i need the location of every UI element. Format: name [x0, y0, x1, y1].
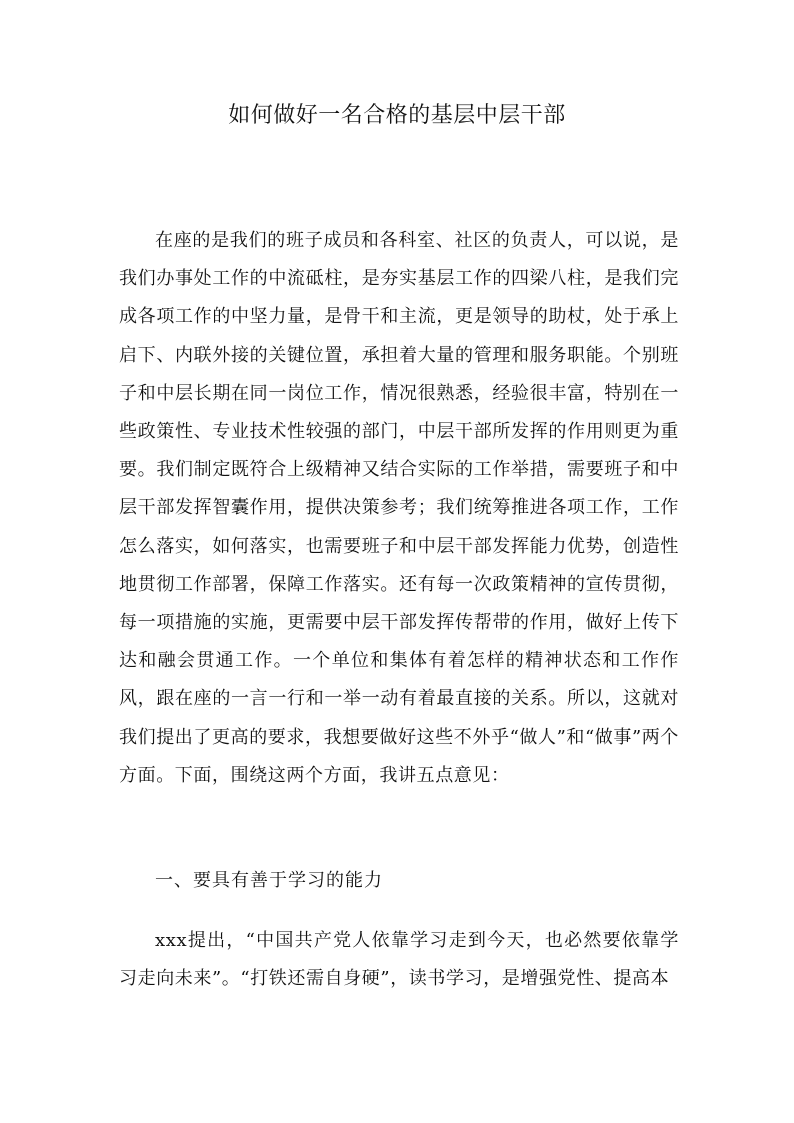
- section-heading-1: 一、要具有善于学习的能力: [155, 870, 383, 891]
- document-title: 如何做好一名合格的基层中层干部: [228, 103, 566, 128]
- paragraph-section-1: xxx提出，“中国共产党人依靠学习走到今天，也必然要依靠学习走向未来”。“打铁还需自身硬”，读书学习，是增强党性、提高本: [119, 930, 679, 990]
- paragraph-intro: 在座的是我们的班子成员和各科室、社区的负责人，可以说，是我们办事处工作的中流砥柱，是夯实基层工作的四梁八柱，是我们完成各项工作的中坚力量，是骨干和主流，更是领导的助杖，处于承上启下、内联外接的关键位置，承担着大量的管理和服务职能。个别班子和中层长期在同一岗位工作，情况很熟悉，经验很丰富，特别在一些政策性、专业技术性较强的部门，中层干部所发挥的作用则更为重要。我们制定既符合上级精神又结合实际的工作举措，需要班子和中层干部发挥智囊作用，提供决策参考；我们统筹推进各项工作，工作怎么落实，如何落实，也需要班子和中层干部发挥能力优势，创造性地贯彻工作部署，保障工作落实。还有每一次政策精神的宣传贯彻，每一项措施的实施，更需要中层干部发挥传帮带的作用，做好上传下达和融会贯通工作。一个单位和集体有着怎样的精神状态和工作作风，跟在座的一言一行和一举一动有着最直接的关系。所以，这就对我们提出了更高的要求，我想要做好这些不外乎“做人”和“做事”两个方面。下面，围绕这两个方面，我讲五点意见：: [119, 230, 680, 786]
